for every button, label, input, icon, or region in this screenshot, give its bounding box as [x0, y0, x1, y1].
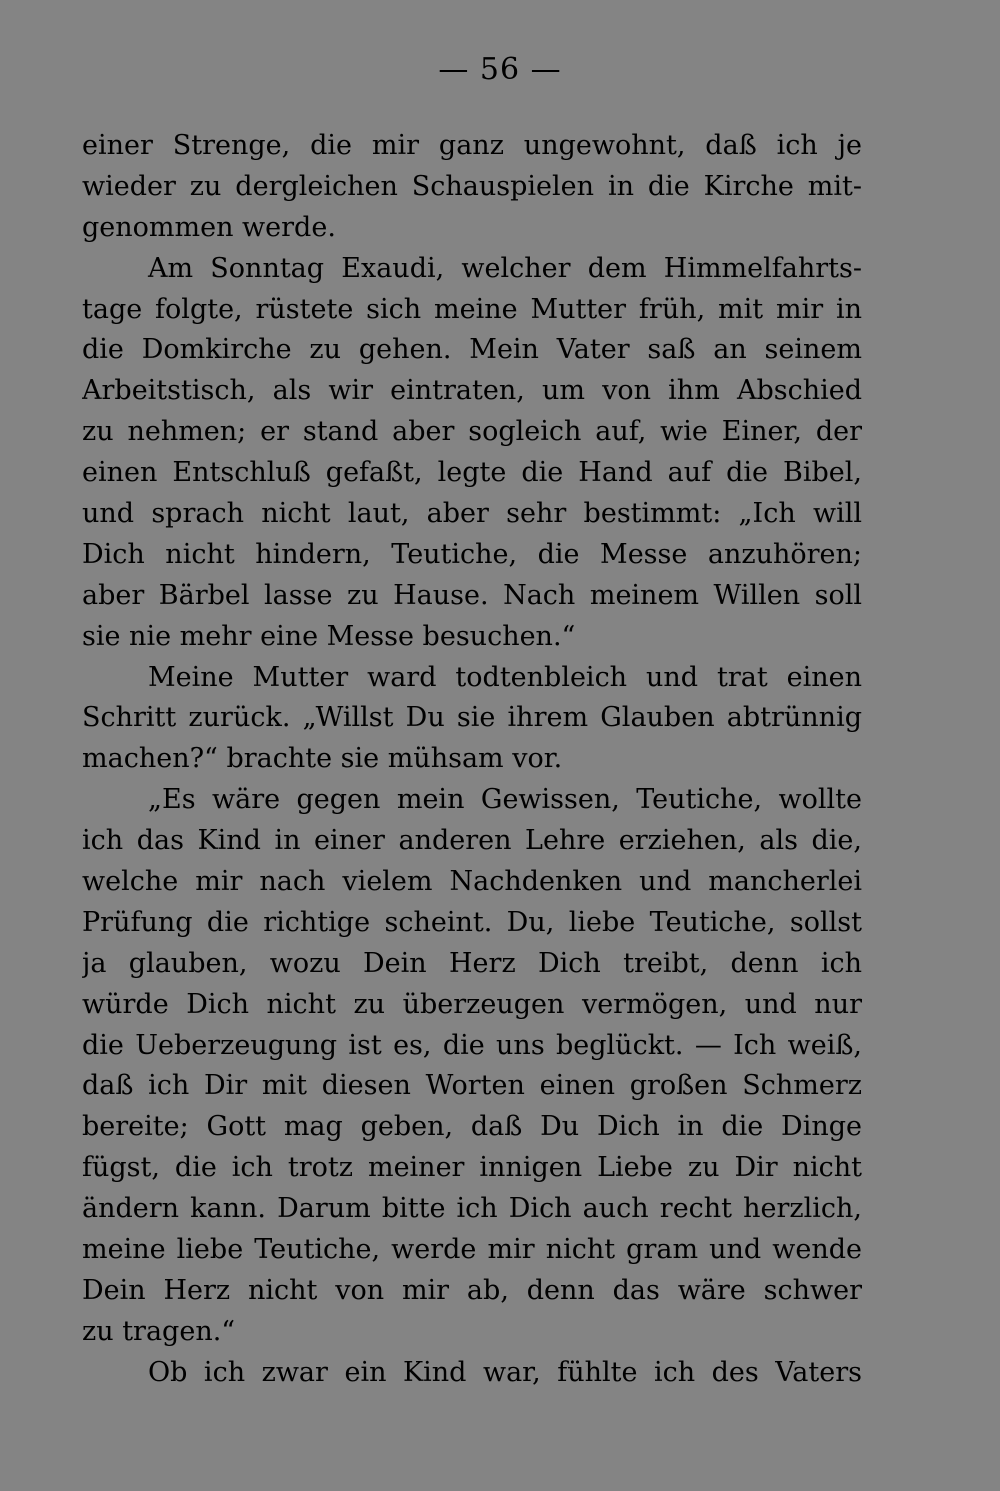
text-line: Arbeitstisch, als wir eintraten, um von ihm Abschied — [82, 375, 862, 407]
text-line: wieder zu dergleichen Schauspielen in die Kirche mit- — [82, 170, 862, 202]
text-line: fügst, die ich trotz meiner innigen Liebe zu Dir nicht — [82, 1152, 862, 1184]
text-line: daß ich Dir mit diesen Worten einen großen Schmerz — [82, 1070, 862, 1102]
text-line: einer Strenge, die mir ganz ungewohnt, daß ich je — [82, 130, 862, 161]
text-line: die Ueberzeugung ist es, die uns beglückt. — Ich weiß, — [82, 1029, 862, 1061]
text-line: genommen werde. — [82, 211, 336, 243]
text-line: Ob ich zwar ein Kind war, fühlte ich des Vaters — [148, 1356, 862, 1388]
text-line: würde Dich nicht zu überzeugen vermögen, und nur — [82, 988, 862, 1020]
text-line: Dein Herz nicht von mir ab, denn das wäre schwer — [82, 1274, 862, 1306]
text-line: die Domkirche zu gehen. Mein Vater saß an seinem — [82, 334, 862, 366]
text-line: Dich nicht hindern, Teutiche, die Messe anzuhören; — [82, 538, 862, 570]
text-line: tage folgte, rüstete sich meine Mutter früh, mit mir in — [82, 293, 862, 325]
text-line: ändern kann. Darum bitte ich Dich auch recht herzlich, — [82, 1193, 862, 1225]
text-line: Meine Mutter ward todtenbleich und trat einen — [148, 661, 862, 693]
text-line: einen Entschluß gefaßt, legte die Hand auf die Bibel, — [82, 457, 862, 489]
text-line: meine liebe Teutiche, werde mir nicht gram und wende — [82, 1234, 862, 1266]
text-line: ja glauben, wozu Dein Herz Dich treibt, denn ich — [82, 947, 862, 979]
text-line: zu tragen.“ — [82, 1315, 236, 1347]
body-text — [82, 126, 862, 1394]
text-line: zu nehmen; er stand aber sogleich auf, wie Einer, der — [82, 416, 862, 448]
text-line: und sprach nicht laut, aber sehr bestimmt: „Ich will — [82, 498, 862, 530]
text-line: Prüfung die richtige scheint. Du, liebe Teutiche, sollst — [82, 906, 862, 938]
page-number: — 56 — — [438, 52, 562, 87]
text-line: sie nie mehr eine Messe besuchen.“ — [82, 620, 576, 652]
text-line: bereite; Gott mag geben, daß Du Dich in die Dinge — [82, 1111, 862, 1143]
text-line: „Es wäre gegen mein Gewissen, Teutiche, wollte — [148, 784, 862, 816]
text-line: aber Bärbel lasse zu Hause. Nach meinem Willen soll — [82, 579, 862, 611]
text-line: Schritt zurück. „Willst Du sie ihrem Glauben abtrünnig — [82, 702, 862, 734]
text-line: welche mir nach vielem Nachdenken und mancherlei — [82, 866, 862, 898]
text-line: ich das Kind in einer anderen Lehre erziehen, als die, — [82, 825, 862, 857]
text-line: machen?“ brachte sie mühsam vor. — [82, 743, 563, 775]
text-line: Am Sonntag Exaudi, welcher dem Himmelfahrts- — [148, 252, 862, 284]
